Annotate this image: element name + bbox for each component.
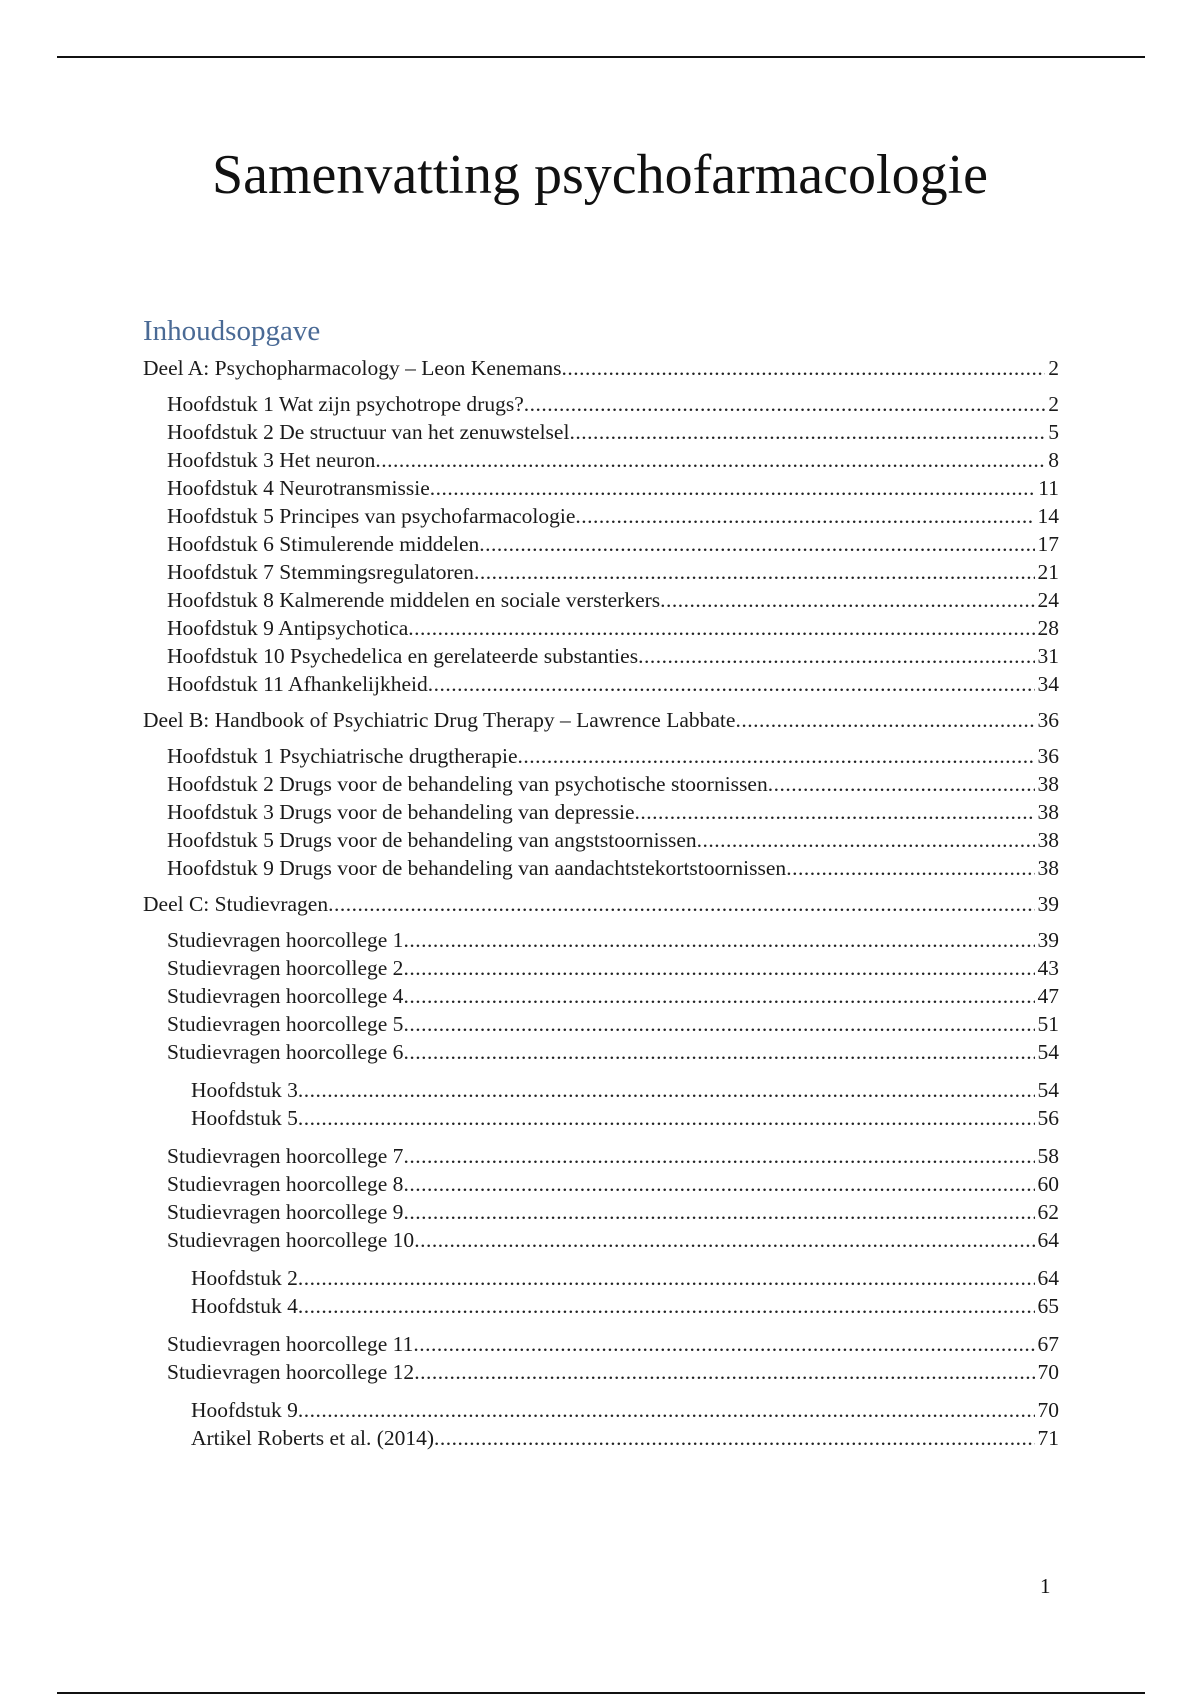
toc-entry-label: Studievragen hoorcollege 9 bbox=[167, 1200, 404, 1224]
dot-leader bbox=[428, 670, 1035, 698]
toc-entry-label: Artikel Roberts et al. (2014) bbox=[191, 1426, 435, 1450]
table-of-contents bbox=[143, 312, 1059, 1452]
toc-entry-label: Deel C: Studievragen bbox=[143, 892, 329, 916]
toc-heading: Inhoudsopgave bbox=[143, 315, 321, 347]
dot-leader bbox=[403, 1198, 1034, 1226]
toc-entry-page: 36 bbox=[1037, 708, 1059, 732]
dot-leader bbox=[786, 854, 1034, 882]
toc-entry[interactable] bbox=[143, 1226, 1059, 1254]
dot-leader bbox=[403, 1142, 1034, 1170]
dot-leader bbox=[298, 1292, 1035, 1320]
toc-entry-label: Hoofdstuk 4 bbox=[191, 1294, 298, 1318]
toc-entry-label: Hoofdstuk 5 Principes van psychofarmacologie bbox=[167, 504, 576, 528]
dot-leader bbox=[375, 446, 1045, 474]
toc-entry-page: 28 bbox=[1037, 616, 1059, 640]
toc-entry-page: 58 bbox=[1037, 1144, 1059, 1168]
dot-leader bbox=[298, 1396, 1035, 1424]
dot-leader bbox=[434, 1424, 1034, 1452]
toc-entry-page: 38 bbox=[1037, 800, 1059, 824]
toc-entry-label: Hoofdstuk 4 Neurotransmissie bbox=[167, 476, 430, 500]
toc-entry-page: 36 bbox=[1037, 744, 1059, 768]
toc-entry-page: 38 bbox=[1037, 856, 1059, 880]
toc-subentry[interactable] bbox=[143, 1264, 1059, 1292]
dot-leader bbox=[403, 954, 1034, 982]
toc-part-c[interactable] bbox=[143, 890, 1059, 918]
toc-entry-label: Deel A: Psychopharmacology – Leon Kenemans bbox=[143, 356, 562, 380]
toc-entry-label: Hoofdstuk 3 bbox=[191, 1078, 298, 1102]
toc-entry-page: 64 bbox=[1037, 1266, 1059, 1290]
toc-entry-page: 39 bbox=[1037, 928, 1059, 952]
toc-entry-page: 11 bbox=[1038, 476, 1059, 500]
toc-entry-page: 14 bbox=[1037, 504, 1059, 528]
toc-subentry[interactable] bbox=[143, 1292, 1059, 1320]
toc-entry-label: Hoofdstuk 9 Antipsychotica bbox=[167, 616, 409, 640]
toc-entry-page: 47 bbox=[1037, 984, 1059, 1008]
dot-leader bbox=[518, 742, 1035, 770]
toc-entry-label: Hoofdstuk 9 bbox=[191, 1398, 298, 1422]
toc-entry-page: 38 bbox=[1037, 772, 1059, 796]
toc-entry-label: Deel B: Handbook of Psychiatric Drug Therapy – Lawrence Labbate bbox=[143, 708, 736, 732]
toc-entry-page: 65 bbox=[1037, 1294, 1059, 1318]
toc-entry-label: Studievragen hoorcollege 6 bbox=[167, 1040, 404, 1064]
toc-entry[interactable] bbox=[143, 642, 1059, 670]
toc-entry[interactable] bbox=[143, 798, 1059, 826]
dot-leader bbox=[408, 614, 1034, 642]
toc-entry[interactable] bbox=[143, 982, 1059, 1010]
dot-leader bbox=[660, 586, 1034, 614]
dot-leader bbox=[479, 530, 1034, 558]
toc-entry[interactable] bbox=[143, 1198, 1059, 1226]
toc-entry[interactable] bbox=[143, 502, 1059, 530]
toc-entry-page: 56 bbox=[1037, 1106, 1059, 1130]
toc-entry-page: 70 bbox=[1037, 1398, 1059, 1422]
toc-entry-label: Hoofdstuk 7 Stemmingsregulatoren bbox=[167, 560, 474, 584]
toc-entry[interactable] bbox=[143, 586, 1059, 614]
toc-entry-label: Hoofdstuk 1 Wat zijn psychotrope drugs? bbox=[167, 392, 524, 416]
toc-entry-page: 2 bbox=[1048, 392, 1059, 416]
toc-entry-page: 60 bbox=[1037, 1172, 1059, 1196]
toc-entry-label: Studievragen hoorcollege 1 bbox=[167, 928, 404, 952]
toc-entry-page: 70 bbox=[1037, 1360, 1059, 1384]
toc-entry-page: 5 bbox=[1048, 420, 1059, 444]
toc-entry-label: Hoofdstuk 3 Drugs voor de behandeling van depressie bbox=[167, 800, 635, 824]
toc-entry-page: 38 bbox=[1037, 828, 1059, 852]
toc-entry-page: 51 bbox=[1037, 1012, 1059, 1036]
toc-entry[interactable] bbox=[143, 742, 1059, 770]
toc-entry-page: 71 bbox=[1037, 1426, 1059, 1450]
toc-entry-page: 2 bbox=[1048, 356, 1059, 380]
toc-list bbox=[143, 354, 1059, 1452]
toc-entry-label: Studievragen hoorcollege 10 bbox=[167, 1228, 415, 1252]
toc-entry-page: 54 bbox=[1037, 1078, 1059, 1102]
dot-leader bbox=[403, 1170, 1034, 1198]
dot-leader bbox=[430, 474, 1036, 502]
toc-entry-label: Studievragen hoorcollege 7 bbox=[167, 1144, 404, 1168]
dot-leader bbox=[768, 770, 1035, 798]
toc-entry-label: Hoofdstuk 2 De structuur van het zenuwstelsel bbox=[167, 420, 570, 444]
dot-leader bbox=[697, 826, 1035, 854]
dot-leader bbox=[575, 502, 1034, 530]
toc-entry[interactable] bbox=[143, 614, 1059, 642]
toc-subentry[interactable] bbox=[143, 1104, 1059, 1132]
toc-entry[interactable] bbox=[143, 770, 1059, 798]
dot-leader bbox=[635, 798, 1035, 826]
toc-entry-label: Studievragen hoorcollege 4 bbox=[167, 984, 404, 1008]
toc-entry-page: 62 bbox=[1037, 1200, 1059, 1224]
dot-leader bbox=[414, 1226, 1034, 1254]
toc-entry-page: 24 bbox=[1037, 588, 1059, 612]
toc-entry[interactable] bbox=[143, 446, 1059, 474]
dot-leader bbox=[638, 642, 1034, 670]
dot-leader bbox=[328, 890, 1034, 918]
document-title: Samenvatting psychofarmacologie bbox=[212, 144, 988, 206]
toc-entry[interactable] bbox=[143, 558, 1059, 586]
toc-entry-label: Studievragen hoorcollege 2 bbox=[167, 956, 404, 980]
toc-entry-label: Hoofdstuk 11 Afhankelijkheid bbox=[167, 672, 428, 696]
toc-entry-page: 34 bbox=[1037, 672, 1059, 696]
toc-entry[interactable] bbox=[143, 926, 1059, 954]
toc-entry-label: Hoofdstuk 10 Psychedelica en gerelateerde substanties bbox=[167, 644, 639, 668]
page-number: 1 bbox=[1040, 1574, 1051, 1598]
dot-leader bbox=[298, 1264, 1035, 1292]
toc-entry-page: 31 bbox=[1037, 644, 1059, 668]
toc-subentry[interactable] bbox=[143, 1424, 1059, 1452]
dot-leader bbox=[569, 418, 1045, 446]
toc-entry-label: Studievragen hoorcollege 8 bbox=[167, 1172, 404, 1196]
dot-leader bbox=[413, 1330, 1034, 1358]
toc-entry[interactable] bbox=[143, 474, 1059, 502]
dot-leader bbox=[403, 926, 1034, 954]
toc-entry-page: 54 bbox=[1037, 1040, 1059, 1064]
toc-entry-label: Hoofdstuk 6 Stimulerende middelen bbox=[167, 532, 480, 556]
dot-leader bbox=[562, 354, 1046, 382]
toc-entry-label: Hoofdstuk 3 Het neuron bbox=[167, 448, 376, 472]
toc-entry-label: Hoofdstuk 1 Psychiatrische drugtherapie bbox=[167, 744, 518, 768]
toc-entry[interactable] bbox=[143, 1358, 1059, 1386]
toc-entry-page: 17 bbox=[1037, 532, 1059, 556]
toc-entry-page: 64 bbox=[1037, 1228, 1059, 1252]
toc-entry-page: 21 bbox=[1037, 560, 1059, 584]
toc-entry[interactable] bbox=[143, 954, 1059, 982]
toc-entry-page: 8 bbox=[1048, 448, 1059, 472]
toc-entry-label: Hoofdstuk 2 bbox=[191, 1266, 298, 1290]
toc-subentry[interactable] bbox=[143, 1396, 1059, 1424]
toc-entry[interactable] bbox=[143, 670, 1059, 698]
header-rule bbox=[57, 56, 1145, 58]
toc-entry[interactable] bbox=[143, 854, 1059, 882]
toc-subentry[interactable] bbox=[143, 1076, 1059, 1104]
toc-entry[interactable] bbox=[143, 1170, 1059, 1198]
toc-entry-page: 67 bbox=[1037, 1332, 1059, 1356]
toc-part-b[interactable] bbox=[143, 706, 1059, 734]
dot-leader bbox=[298, 1104, 1035, 1132]
toc-entry-label: Studievragen hoorcollege 5 bbox=[167, 1012, 404, 1036]
toc-entry[interactable] bbox=[143, 826, 1059, 854]
dot-leader bbox=[524, 390, 1046, 418]
dot-leader bbox=[403, 1010, 1034, 1038]
dot-leader bbox=[403, 1038, 1034, 1066]
toc-entry[interactable] bbox=[143, 530, 1059, 558]
toc-entry-label: Studievragen hoorcollege 12 bbox=[167, 1360, 415, 1384]
toc-part-a[interactable] bbox=[143, 354, 1059, 382]
toc-entry[interactable] bbox=[143, 390, 1059, 418]
dot-leader bbox=[474, 558, 1035, 586]
dot-leader bbox=[414, 1358, 1034, 1386]
toc-entry[interactable] bbox=[143, 1330, 1059, 1358]
toc-entry-label: Hoofdstuk 9 Drugs voor de behandeling van aandachtstekortstoornissen bbox=[167, 856, 787, 880]
toc-entry-label: Hoofdstuk 2 Drugs voor de behandeling van psychotische stoornissen bbox=[167, 772, 768, 796]
toc-entry[interactable] bbox=[143, 1142, 1059, 1170]
toc-entry[interactable] bbox=[143, 1010, 1059, 1038]
dot-leader bbox=[298, 1076, 1035, 1104]
dot-leader bbox=[403, 982, 1034, 1010]
toc-entry-page: 43 bbox=[1037, 956, 1059, 980]
toc-entry-label: Hoofdstuk 8 Kalmerende middelen en sociale versterkers bbox=[167, 588, 661, 612]
toc-entry-label: Studievragen hoorcollege 11 bbox=[167, 1332, 414, 1356]
toc-entry-label: Hoofdstuk 5 bbox=[191, 1106, 298, 1130]
toc-entry[interactable] bbox=[143, 418, 1059, 446]
toc-entry-label: Hoofdstuk 5 Drugs voor de behandeling van angststoornissen bbox=[167, 828, 697, 852]
toc-entry[interactable] bbox=[143, 1038, 1059, 1066]
toc-entry-page: 39 bbox=[1037, 892, 1059, 916]
footer-rule bbox=[57, 1692, 1145, 1694]
dot-leader bbox=[735, 706, 1034, 734]
